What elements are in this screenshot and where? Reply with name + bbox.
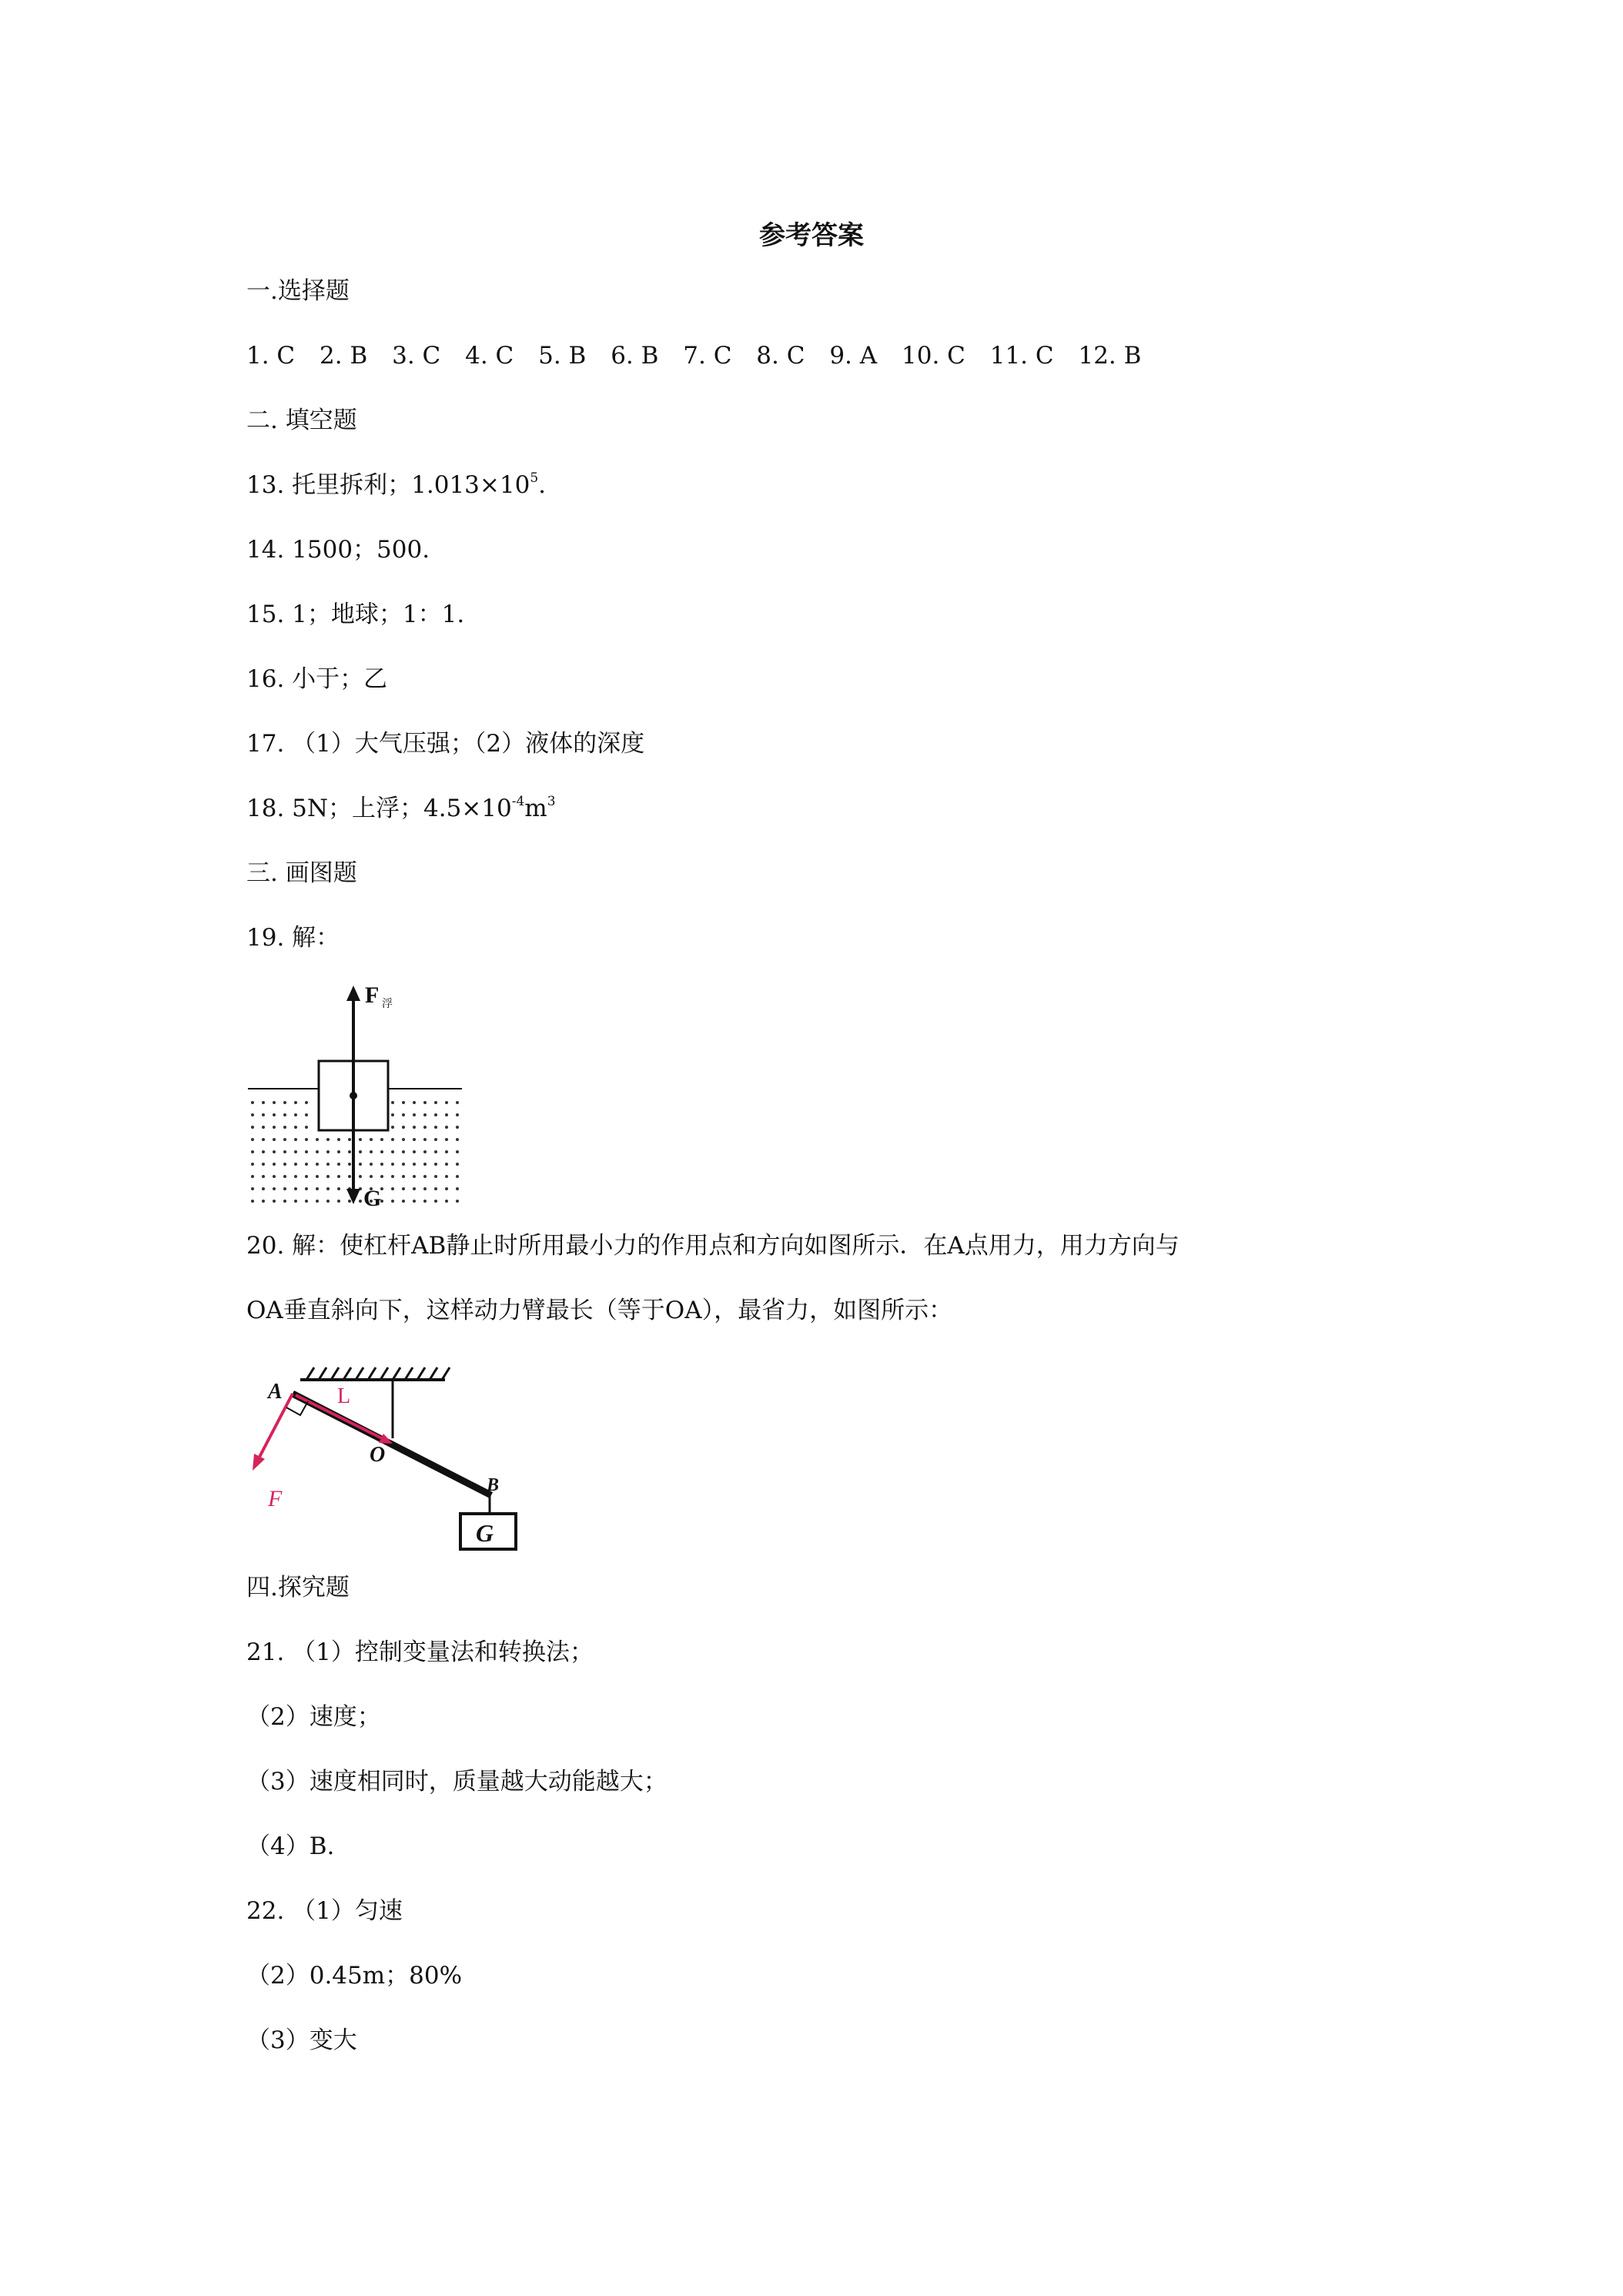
ceiling-hatching <box>306 1367 450 1380</box>
mcq-answer: 6. B <box>611 342 659 370</box>
mcq-answer: 2. B <box>320 342 368 370</box>
water-dot <box>251 1150 254 1153</box>
water-dot <box>391 1126 394 1129</box>
buoyancy-figure <box>248 979 463 1210</box>
water-dot <box>434 1126 437 1129</box>
water-dot <box>294 1175 297 1178</box>
label-A: A <box>268 1380 283 1404</box>
water-dot <box>316 1150 319 1153</box>
water-dot <box>326 1187 330 1190</box>
mcq-answer: 4. C <box>465 342 514 370</box>
water-dot <box>283 1200 286 1203</box>
water-dot <box>370 1163 373 1166</box>
label-F-subscript: 浮 <box>382 998 393 1010</box>
water-dot <box>445 1150 448 1153</box>
answer-18-unit: m <box>524 795 547 822</box>
water-dot <box>456 1175 459 1178</box>
mcq-answer: 7. C <box>683 342 732 370</box>
mcq-answer: 10. C <box>902 342 965 370</box>
label-G: G <box>476 1519 494 1547</box>
water-dot <box>316 1187 319 1190</box>
section-heading-explore: 四.探究题 <box>246 1574 350 1602</box>
water-dot <box>283 1187 286 1190</box>
water-dot <box>445 1175 448 1178</box>
answer-21-2: （2）速度； <box>246 1703 381 1731</box>
water-dot <box>305 1126 308 1129</box>
water-dot <box>445 1187 448 1190</box>
mcq-answer: 9. A <box>829 342 878 370</box>
label-L: L <box>337 1384 351 1408</box>
water-dot <box>423 1113 427 1116</box>
water-dot <box>423 1126 427 1129</box>
lever-figure <box>246 1363 524 1555</box>
hatch-line <box>393 1367 400 1380</box>
water-dot <box>337 1163 340 1166</box>
section-heading-choice: 一.选择题 <box>246 277 350 305</box>
water-dot <box>316 1200 319 1203</box>
answer-21-4: （4）B. <box>246 1832 335 1860</box>
water-dot <box>273 1187 276 1190</box>
water-dot <box>413 1138 416 1141</box>
water-dot <box>305 1187 308 1190</box>
water-dot <box>380 1175 383 1178</box>
label-F: F <box>268 1486 283 1511</box>
answer-18-text: 18. 5N；上浮；4.5×10 <box>246 795 512 822</box>
water-dot <box>359 1163 362 1166</box>
water-dot <box>251 1126 254 1129</box>
mcq-answer: 12. B <box>1078 342 1142 370</box>
water-dot <box>359 1175 362 1178</box>
water-dot <box>316 1163 319 1166</box>
water-dot <box>294 1126 297 1129</box>
water-dot <box>359 1200 362 1203</box>
section-heading-fill: 二. 填空题 <box>246 407 357 434</box>
water-dot <box>434 1138 437 1141</box>
answer-22-1: 22. （1）匀速 <box>246 1897 403 1925</box>
water-dot <box>337 1187 340 1190</box>
water-dot <box>380 1138 383 1141</box>
water-dot <box>326 1150 330 1153</box>
section-heading-drawing: 三. 画图题 <box>246 859 357 887</box>
water-dot <box>391 1150 394 1153</box>
water-dot <box>262 1187 265 1190</box>
hatch-line <box>405 1367 413 1380</box>
answer-18-unit-exponent: 3 <box>547 794 556 809</box>
hatch-line <box>417 1367 425 1380</box>
water-dot <box>423 1163 427 1166</box>
water-dot <box>402 1126 405 1129</box>
hatch-line <box>430 1367 437 1380</box>
water-dot <box>251 1187 254 1190</box>
answer-18-exponent: -4 <box>511 794 525 809</box>
answer-13 <box>246 470 546 500</box>
water-dot <box>456 1113 459 1116</box>
water-dot <box>423 1101 427 1104</box>
water-dot <box>402 1101 405 1104</box>
water-dot <box>402 1200 405 1203</box>
water-dot <box>391 1113 394 1116</box>
water-dot <box>402 1163 405 1166</box>
water-dot <box>402 1187 405 1190</box>
label-G: G <box>363 1186 382 1210</box>
water-dot <box>423 1175 427 1178</box>
water-dot <box>294 1200 297 1203</box>
answer-13-end: . <box>538 471 547 499</box>
answer-15: 15. 1；地球；1：1. <box>246 601 465 628</box>
water-dot <box>251 1138 254 1141</box>
water-dot <box>348 1163 351 1166</box>
answer-21-1: 21. （1）控制变量法和转换法； <box>246 1638 594 1666</box>
water-dot <box>348 1175 351 1178</box>
water-dot <box>370 1138 373 1141</box>
answer-20-line2: OA垂直斜向下，这样动力臂最长（等于OA），最省力，如图所示： <box>246 1297 953 1324</box>
water-dot <box>305 1175 308 1178</box>
water-dot <box>251 1200 254 1203</box>
water-dot <box>251 1163 254 1166</box>
water-dot <box>273 1101 276 1104</box>
water-dot <box>413 1200 416 1203</box>
water-dot <box>294 1113 297 1116</box>
water-dot <box>434 1200 437 1203</box>
water-dot <box>445 1138 448 1141</box>
water-dot <box>283 1175 286 1178</box>
water-dot <box>273 1138 276 1141</box>
water-dot <box>337 1200 340 1203</box>
water-dot <box>251 1175 254 1178</box>
water-dot <box>445 1163 448 1166</box>
answer-16: 16. 小于；乙 <box>246 665 388 693</box>
water-dot <box>273 1150 276 1153</box>
hatch-line <box>319 1367 326 1380</box>
water-dot <box>423 1187 427 1190</box>
water-dot <box>413 1163 416 1166</box>
answer-13-text: 13. 托里拆利；1.013×10 <box>246 471 530 499</box>
water-dot <box>326 1138 330 1141</box>
water-dot <box>359 1150 362 1153</box>
water-dot <box>402 1138 405 1141</box>
water-dot <box>445 1113 448 1116</box>
water-dot <box>423 1150 427 1153</box>
water-dot <box>337 1150 340 1153</box>
water-dot <box>359 1138 362 1141</box>
page-title: 参考答案 <box>759 220 864 251</box>
water-dot <box>348 1150 351 1153</box>
water-dot <box>456 1200 459 1203</box>
water-dot <box>402 1175 405 1178</box>
water-dot <box>262 1113 265 1116</box>
water-dot <box>273 1113 276 1116</box>
water-dot <box>402 1113 405 1116</box>
buoyancy-arrowhead <box>346 986 360 1001</box>
water-dot <box>434 1163 437 1166</box>
label-B: B <box>487 1475 500 1495</box>
water-dot <box>456 1126 459 1129</box>
water-dot <box>380 1150 383 1153</box>
water-dot <box>294 1187 297 1190</box>
water-dot <box>445 1101 448 1104</box>
hatch-line <box>306 1367 314 1380</box>
water-dot <box>316 1138 319 1141</box>
water-dot <box>370 1150 373 1153</box>
water-dot <box>326 1163 330 1166</box>
answer-18 <box>246 793 556 824</box>
water-dot <box>326 1175 330 1178</box>
water-dot <box>391 1138 394 1141</box>
water-dot <box>283 1150 286 1153</box>
water-dot <box>380 1163 383 1166</box>
water-dot <box>262 1150 265 1153</box>
water-dot <box>273 1126 276 1129</box>
water-dot <box>326 1200 330 1203</box>
water-dot <box>423 1200 427 1203</box>
answer-14: 14. 1500；500. <box>246 536 430 564</box>
label-O: O <box>370 1443 386 1467</box>
water-dot <box>294 1163 297 1166</box>
force-arrow-F <box>257 1394 293 1461</box>
water-dot <box>294 1138 297 1141</box>
water-dot <box>413 1150 416 1153</box>
water-dot <box>391 1187 394 1190</box>
water-dot <box>262 1163 265 1166</box>
force-arrowhead <box>253 1454 265 1471</box>
water-dot <box>391 1200 394 1203</box>
water-dot <box>391 1101 394 1104</box>
water-dot <box>413 1101 416 1104</box>
water-dot <box>305 1150 308 1153</box>
water-dot <box>316 1175 319 1178</box>
water-dot <box>434 1101 437 1104</box>
water-dot <box>262 1126 265 1129</box>
answer-22-3: （3）变大 <box>246 2027 357 2054</box>
water-dot <box>262 1175 265 1178</box>
water-dot <box>456 1150 459 1153</box>
water-dot <box>283 1126 286 1129</box>
water-dot <box>434 1175 437 1178</box>
water-dot <box>434 1150 437 1153</box>
water-dot <box>413 1187 416 1190</box>
water-dot <box>348 1138 351 1141</box>
water-dot <box>305 1200 308 1203</box>
water-dot <box>413 1126 416 1129</box>
answer-17: 17. （1）大气压强；（2）液体的深度 <box>246 730 645 758</box>
hatch-line <box>356 1367 363 1380</box>
water-dot <box>294 1150 297 1153</box>
hatch-line <box>442 1367 450 1380</box>
water-dot <box>262 1200 265 1203</box>
water-dot <box>434 1187 437 1190</box>
water-dot <box>294 1101 297 1104</box>
water-dot <box>273 1200 276 1203</box>
mcq-answer: 8. C <box>756 342 805 370</box>
water-dot <box>283 1113 286 1116</box>
water-dot <box>262 1138 265 1141</box>
water-dot <box>445 1126 448 1129</box>
water-dot <box>413 1113 416 1116</box>
water-dot <box>391 1175 394 1178</box>
water-dot <box>305 1113 308 1116</box>
water-dot <box>434 1113 437 1116</box>
water-dot <box>283 1163 286 1166</box>
hatch-line <box>343 1367 351 1380</box>
water-dot <box>445 1200 448 1203</box>
hatch-line <box>368 1367 376 1380</box>
water-dot <box>251 1113 254 1116</box>
water-dot <box>337 1175 340 1178</box>
answer-13-exponent: 5 <box>530 470 539 486</box>
mcq-answer: 11. C <box>989 342 1054 370</box>
water-dot <box>273 1175 276 1178</box>
water-dot <box>402 1150 405 1153</box>
label-F: F <box>365 982 380 1008</box>
water-dot <box>413 1175 416 1178</box>
water-dot <box>391 1163 394 1166</box>
mcq-answer: 3. C <box>392 342 441 370</box>
answer-21-3: （3）速度相同时，质量越大动能越大； <box>246 1768 668 1796</box>
water-dot <box>456 1101 459 1104</box>
answer-22-2: （2）0.45m；80% <box>246 1962 463 1990</box>
mcq-answer: 5. B <box>538 342 587 370</box>
water-dot <box>348 1200 351 1203</box>
water-dot <box>456 1187 459 1190</box>
hatch-line <box>380 1367 388 1380</box>
water-dot <box>337 1138 340 1141</box>
water-dot <box>251 1101 254 1104</box>
water-dot <box>305 1163 308 1166</box>
mcq-answer: 1. C <box>246 342 296 370</box>
answer-20-line1: 20. 解：使杠杆AB静止时所用最小力的作用点和方向如图所示．在A点用力，用力方向与 <box>246 1232 1180 1260</box>
water-dot <box>456 1138 459 1141</box>
water-dot <box>305 1101 308 1104</box>
water-dot <box>456 1163 459 1166</box>
answer-19: 19. 解： <box>246 924 340 952</box>
water-dot <box>262 1101 265 1104</box>
water-dot <box>370 1175 373 1178</box>
hatch-line <box>331 1367 339 1380</box>
water-dot <box>305 1138 308 1141</box>
mcq-answers <box>246 340 1158 371</box>
water-dot <box>283 1101 286 1104</box>
water-dot <box>283 1138 286 1141</box>
water-dot <box>273 1163 276 1166</box>
water-dot <box>423 1138 427 1141</box>
